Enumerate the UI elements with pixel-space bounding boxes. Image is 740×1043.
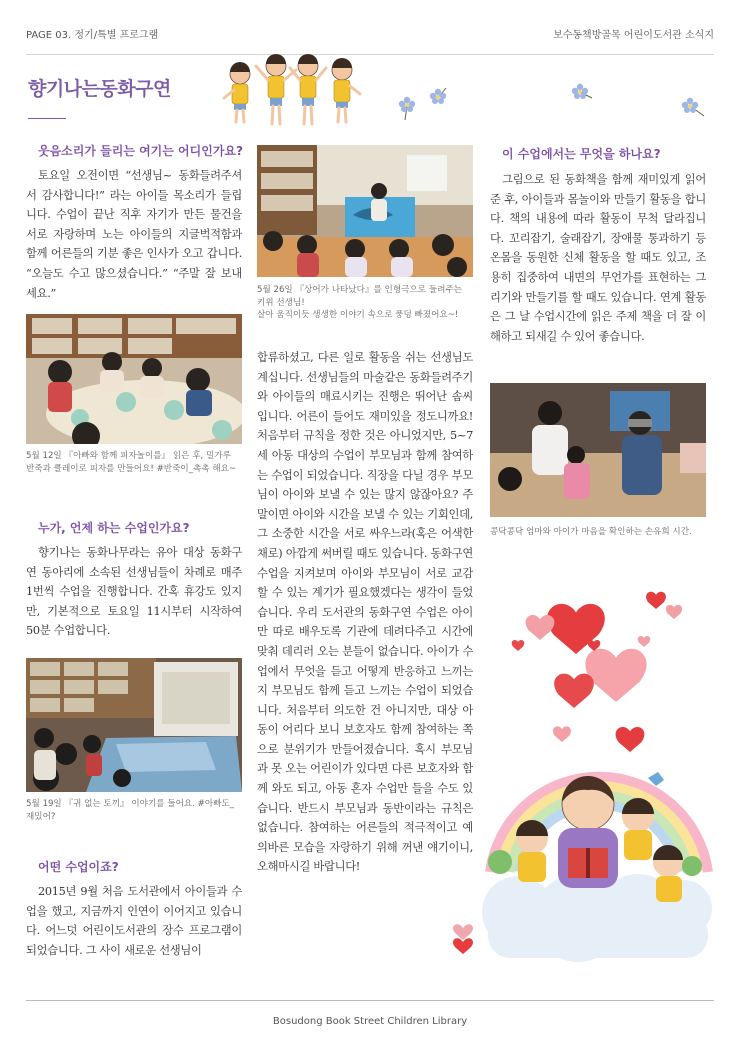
children-illustration	[212, 52, 372, 130]
photo-caption: 5월 19일 『귀 없는 토끼』 이야기를 들어요. #아빠도_ 재밌어?	[26, 799, 235, 822]
heart-icon	[452, 922, 474, 960]
section-body: 향기나는 동화나무라는 유아 대상 동화구연 동아리에 소속된 선생님들이 차례로 매주 1번씩 수업을 진행합니다. 간혹 휴강도 있지만, 기본적으로 토요일 11시부터 시작하여 50분 수업합니다.	[26, 546, 242, 638]
section-heading: 누가, 언제 하는 수업인가요?	[38, 521, 190, 535]
flower-icon	[426, 86, 450, 116]
photo-caption: 5월 26일 『상어가 나타났다』를 인형극으로 들려주는 키위 선생님! 살아 움직이듯 생생한 이야기 속으로 풍덩 빠졌어요~!	[257, 285, 462, 320]
footer-divider	[26, 1000, 714, 1001]
photo-caption: 5월 12일 『아빠와 함께 피자놀이를』 읽은 후, 밀가루 반죽과 클레이로 피자를 만들어요! #반죽이_촉촉 해요~	[26, 451, 237, 474]
photo-caption: 콩닥콩닥 엄마와 아이가 마음을 확인하는 손유희 시간.	[490, 527, 692, 537]
photo-storytelling-screen	[26, 658, 242, 792]
section-body: 토요일 오전이면 “선생님~ 동화들려주셔서 감사합니다!” 라는 아이들 목소리가 들립니다. 수업이 끝난 직후 자기가 만든 물건을 서로 자랑하며 노는 아이들의 지글벅적함과 함께 어른들의 기분 좋은 인사가 오고 갑니다. “오늘도 수고 많으셨습니다.” “주말 잘 보내세요.”	[26, 169, 242, 300]
section-body: 합류하셨고, 다른 일로 활동을 쉬는 선생님도 계십니다. 선생님들의 마술같은 동화들려주기와 아이들의 매료시키는 진행은 뛰어난 솜씨입니다. 어른이 들어도 재미있을 정도니까요! 처음부터 규칙을 정한 것은 아니었지만, 5~7세 아동 대상의 수업이 부모님과 함께 참여하는 수업이 되었습니다. 직장을 다닐 경우 부모님이 아이와 보낼 수 있는 많지 않잖아요? 주말이면 아이와 시간을 보낼 수 있는 기회인데, 그 소중한 시간을 서로 싸우느라(혹은 어색한 채로) 아깝게 써버릴 때도 있습니다. 동화구연 수업을 지켜보며 아이와 부모님이 서로 교감할 수 있는 계기가 필요했겠다는 생각이 들었습니다. 우리 도서관의 동화구연 수업은 아이만 따로 배우도록 기관에 데려다주고 시간에 맞춰 데리러 오는 분들이 없습니다. 아이가 수업에서 무엇을 듣고 어떻게 반응하고 느끼는지 부모님도 함께 듣고 느끼는 수업이 되었습니다. 처음부터 의도한 건 아니지만, 대상 아동이 어리다 보니 보호자도 함께 참여하는 쪽으로 분위기가 만들어졌습니다. 혹시 부모님과 못 오는 어린이가 있다면 다른 보호자와 함께 와도 되고, 아동 혼자 수업만 들을 수도 있습니다. 반드시 부모님과 동반이라는 규칙은 없습니다. 참여하는 어른들의 적극적이고 예의바른 모습을 자랑하기 위해 꺼낸 얘기이니, 오해마시길 바랍니다!	[257, 351, 473, 874]
page-title: 향기나는동화구연	[28, 78, 171, 100]
newsletter-name: 보수동책방골목 어린이도서관 소식지	[553, 30, 714, 41]
photo-puppet-show	[257, 145, 473, 277]
flower-icon	[568, 82, 594, 110]
photo-hand-play	[490, 383, 706, 517]
flower-icon	[678, 96, 706, 124]
section-heading: 어떤 수업이죠?	[38, 860, 119, 874]
title-underline	[28, 118, 66, 119]
section-body: 그림으로 된 동화책을 함께 재미있게 읽어 준 후, 아이들과 몸놀이와 만들기 활동을 합니다. 책의 내용에 따라 활동이 무척 달라집니다. 꼬리잡기, 술래잡기, 장애물 통과하기 등 온몸을 동원한 신체 활동을 할 때도 있고, 조용히 집중하여 내면의 무언가를 표현하는 그리기와 만들기를 할 때도 있습니다. 연계 활동은 그 날 수업시간에 읽은 주제 책을 더 잘 이해하고 되새길 수 있어 좋습니다.	[490, 173, 706, 343]
section-heading: 웃음소리가 들리는 여기는 어디인가요?	[38, 144, 243, 158]
section-body: 2015년 9월 처음 도서관에서 아이들과 수업을 했고, 지금까지 인연이 이어지고 있습니다. 어느덧 어린이도서관의 장수 프로그램이 되었습니다. 그 사이 새로운 선생님이	[26, 885, 242, 957]
section-heading: 이 수업에서는 무엇을 하나요?	[502, 147, 661, 161]
page-number: PAGE 03. 정기/특별 프로그램	[26, 30, 159, 41]
library-name-footer: Bosudong Book Street Children Library	[272, 1016, 468, 1027]
family-reading-illustration	[478, 582, 714, 974]
photo-pizza-activity	[26, 314, 242, 444]
flower-icon	[396, 94, 418, 126]
